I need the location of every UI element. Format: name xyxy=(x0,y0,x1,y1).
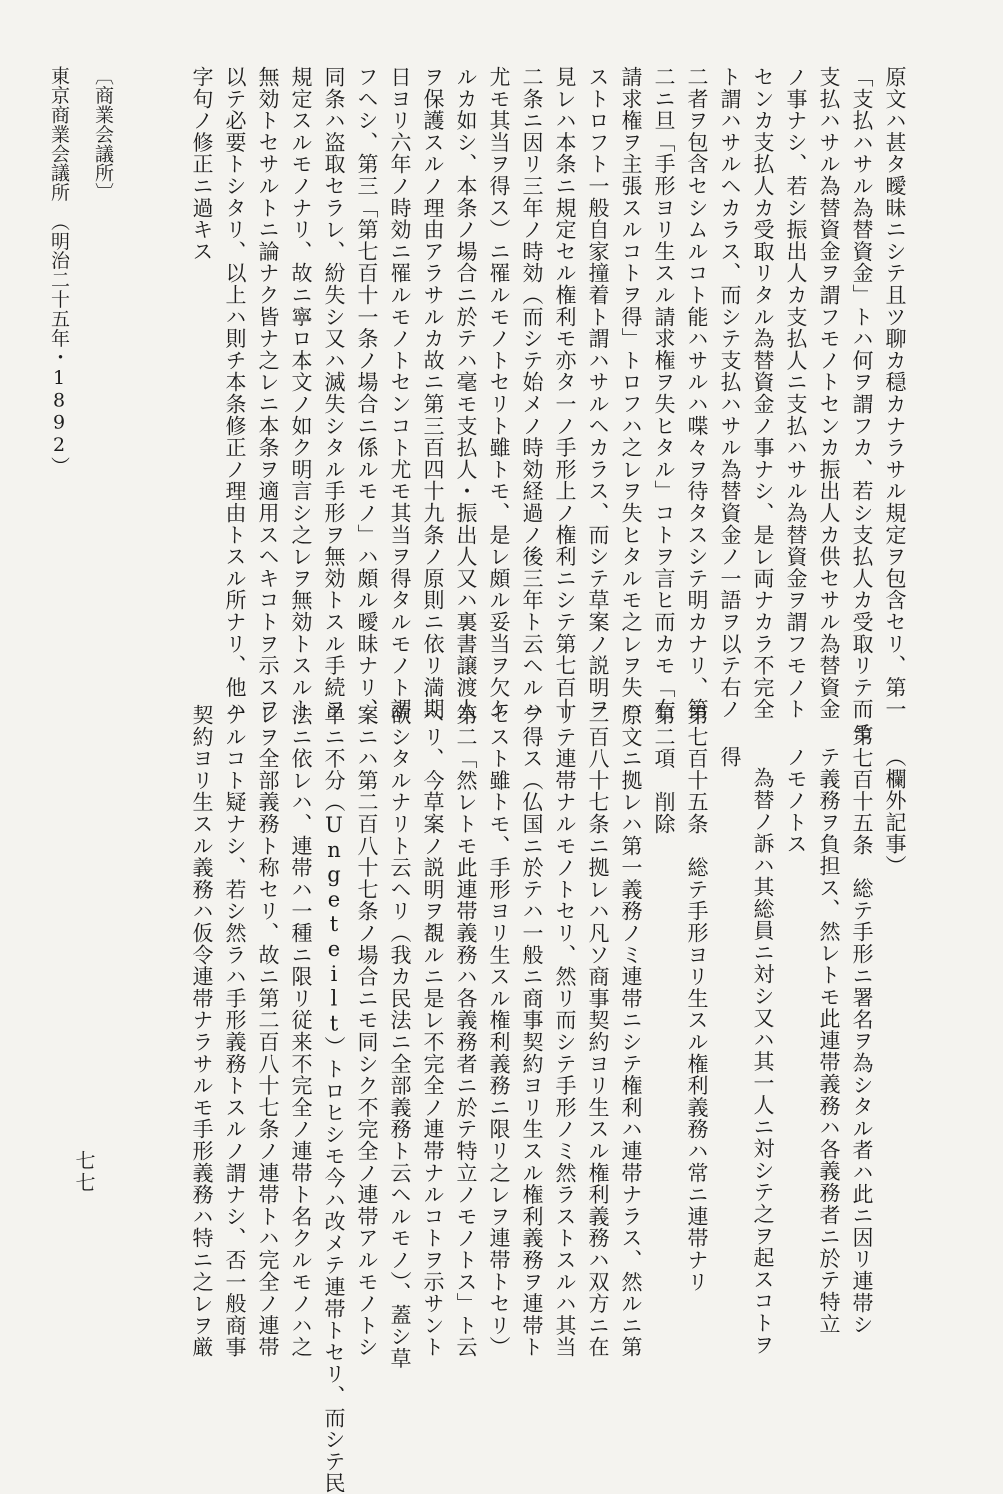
text-line: ヲ得ス（仏国ニ於テハ一般ニ商事契約ヨリ生スル権利義務ヲ連帯ト xyxy=(520,704,544,1358)
text-line: 単ニ不分（Ungeteilt）トロヒシモ今ハ改メテ連帯トセリ、而シテ民 xyxy=(322,704,346,1494)
text-line: ヲ保護スルノ理由アラサルカ故ニ第三百四十九条ノ原則ニ依リ満期 xyxy=(421,66,445,720)
source-label: 〔商業会議所〕 xyxy=(92,66,114,202)
text-line: 字句ノ修正ニ過キス xyxy=(190,66,214,263)
page-number: 七七 xyxy=(72,1150,96,1194)
article-line: 得 xyxy=(718,746,742,768)
text-line: ストロフト一般自家撞着ト謂ハサルヘカラス、而シテ草案ノ説明ヲ xyxy=(586,66,610,720)
article-line: 為替ノ訴ハ其総員ニ対シ又ハ其一人ニ対シテ之ヲ起スコトヲ xyxy=(751,767,775,1356)
text-line: 「支払ハサル為替資金」トハ何ヲ謂フカ、若シ支払人カ受取リテ而モ xyxy=(850,66,874,742)
text-line: 支払ハサル為替資金ヲ謂フモノトセンカ振出人カ供セサル為替資金 xyxy=(817,66,841,720)
text-line: ナルコト疑ナシ、若シ然ラハ手形義務トスルノ謂ナシ、否一般商事 xyxy=(223,704,247,1358)
text-line: リテ連帯ナルモノトセリ、然リ而シテ手形ノミ然ラストスルハ其当 xyxy=(553,704,577,1358)
text-line: 二者ヲ包含セシムルコト能ハサルハ喋々ヲ待タスシテ明カナリ、第 xyxy=(685,66,709,720)
text-line: 案ニハ第二百八十七条ノ場合ニモ同シク不完全ノ連帯アルモノトシ xyxy=(355,704,379,1358)
publisher-line: 東京商業会議所 （明治二十五年・1892） xyxy=(48,66,70,476)
article-line: 第七百十五条 総テ手形ニ署名ヲ為シタル者ハ此ニ因リ連帯シ xyxy=(850,725,874,1336)
paragraph-heading: 第二項 削除 xyxy=(652,704,676,835)
marginal-note-heading: （欄外記事） xyxy=(883,746,907,877)
text-line: 二ニ旦「手形ヨリ生スル請求権ヲ失ヒタル」コトヲ言ヒ而カモ「右 xyxy=(652,66,676,720)
text-line: ト謂ハサルヘカラス、而シテ支払ハサル為替資金ノ一語ヲ以テ右ノ xyxy=(718,66,742,720)
text-line: 欲シタルナリト云ヘリ（我カ民法ニ全部義務ト云ヘルモノ）、蓋シ草 xyxy=(388,704,412,1370)
text-line: 二条ニ因リ三年ノ時効（而シテ始メノ時効経過ノ後三年ト云ヘルハ xyxy=(520,66,544,720)
text-line: 二百八十七条ニ拠レハ凡ソ商事契約ヨリ生スル権利義務ハ双方ニ在 xyxy=(586,704,610,1358)
text-line: 第二「然レトモ此連帯義務ハ各義務者ニ於テ特立ノモノトス」ト云 xyxy=(454,704,478,1358)
text-line: 日ヨリ六年ノ時効ニ罹ルモノトセンコト尤モ其当ヲ得タルモノト謂 xyxy=(388,66,412,720)
text-line: 契約ヨリ生スル義務ハ仮令連帯ナラサルモ手形義務ハ特ニ之レヲ厳 xyxy=(190,704,214,1358)
text-line: ルカ如シ、本条ノ場合ニ於テハ毫モ支払人・振出人又ハ裏書譲渡人 xyxy=(454,66,478,720)
article-line: ノモノトス xyxy=(784,746,808,855)
text-line: 見レハ本条ニ規定セル権利モ亦タ一ノ手形上ノ権利ニシテ第七百十 xyxy=(553,66,577,720)
text-line: 法ニ依レハ、連帯ハ一種ニ限リ従来不完全ノ連帯ト名クルモノハ之 xyxy=(289,704,313,1358)
text-line: 規定スルモノナリ、故ニ寧ロ本文ノ如ク明言シ之レヲ無効トスルト xyxy=(289,66,313,720)
text-line: ヘリ、今草案ノ説明ヲ覩ルニ是レ不完全ノ連帯ナルコトヲ示サント xyxy=(421,704,445,1358)
text-line: 請求権ヲ主張スルコトヲ得」トロフハ之レヲ失ヒタルモ之レヲ失ハ xyxy=(619,66,643,720)
text-line: 同条ハ盗取セラレ、紛失シ又ハ滅失シタル手形ヲ無効トスル手続ヲ xyxy=(322,66,346,720)
text-line: センカ支払人カ受取リタル為替資金ノ事ナシ、是レ両ナカラ不完全 xyxy=(751,66,775,720)
article-line: テ義務ヲ負担ス、然レトモ此連帯義務ハ各義務者ニ於テ特立 xyxy=(817,746,841,1335)
text-line: 以テ必要トシタリ、以上ハ則チ本条修正ノ理由トスル所ナリ、他ハ xyxy=(223,66,247,720)
text-line: 原文ニ拠レハ第一義務ノミ連帯ニシテ権利ハ連帯ナラス、然ルニ第 xyxy=(619,704,643,1358)
commentary-text-top xyxy=(185,66,911,742)
text-line: レヲ全部義務ト称セリ、故ニ第二百八十七条ノ連帯トハ完全ノ連帯 xyxy=(256,704,280,1358)
text-line: 尤モ其当ヲ得ス）ニ罹ルモノトセリト雖トモ、是レ頗ル妥当ヲ欠ケ xyxy=(487,66,511,720)
text-line: フヘシ、第三「第七百十一条ノ場合ニ係ルモノ」ハ頗ル曖昧ナリ、 xyxy=(355,66,379,720)
text-line: ノ事ナシ、若シ振出人カ支払人ニ支払ハサル為替資金ヲ謂フモノト xyxy=(784,66,808,720)
text-line: 原文ハ甚タ曖昧ニシテ且ツ聊カ穏カナラサル規定ヲ包含セリ、第一 xyxy=(883,66,907,720)
text-line: セスト雖トモ、手形ヨリ生スル権利義務ニ限リ之レヲ連帯トセリ） xyxy=(487,704,511,1358)
article-heading: 第七百十五条 総テ手形ヨリ生スル権利義務ハ常ニ連帯ナリ xyxy=(685,704,709,1293)
text-line: 無効トセサルトニ論ナク皆ナ之レニ本条ヲ適用スヘキコトヲ示スヲ xyxy=(256,66,280,720)
article-text-bottom xyxy=(185,704,911,1494)
